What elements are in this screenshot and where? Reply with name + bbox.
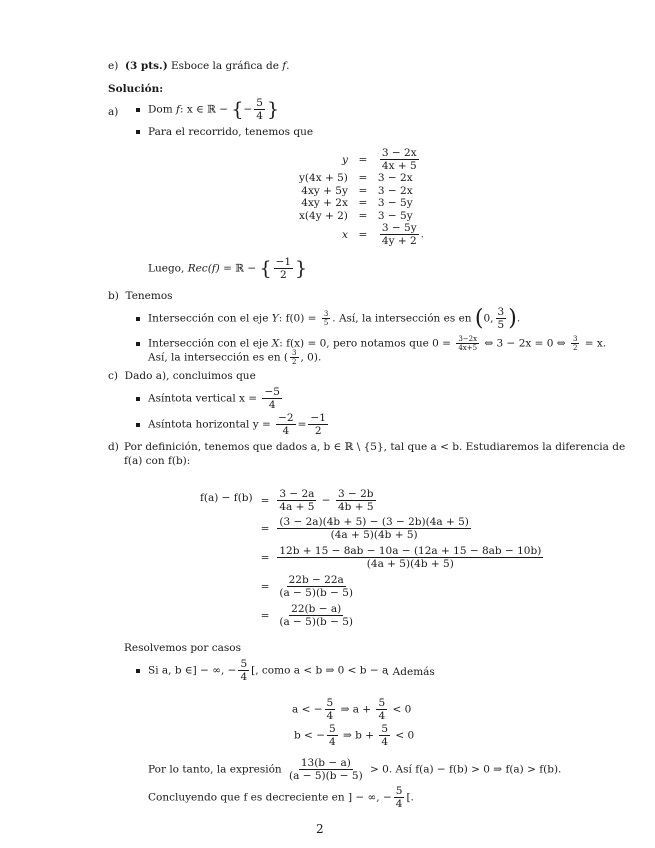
bullet bbox=[136, 317, 140, 321]
part-d-label: d) bbox=[108, 441, 119, 453]
domain-item bbox=[136, 97, 279, 122]
bullet bbox=[136, 423, 140, 427]
text: [. bbox=[406, 791, 414, 804]
text: ⇔ 3 − 2x = 0 ⇔ bbox=[484, 337, 566, 350]
domain-f: f bbox=[176, 103, 180, 116]
frac-num: 5 bbox=[381, 723, 389, 735]
frac-num: 5 bbox=[395, 785, 403, 797]
frac-num: −5 bbox=[264, 386, 280, 398]
domain-text: : x ∈ ℝ − bbox=[179, 103, 229, 116]
frac-num: 22(b − a) bbox=[291, 603, 342, 615]
frac-num: 3 − 2b bbox=[337, 488, 374, 500]
part-d-line2: f(a) con f(b): bbox=[124, 455, 191, 467]
text: , 0). bbox=[300, 351, 322, 364]
resolvemos-text: Resolvemos por casos bbox=[124, 642, 241, 654]
text: : f(0) = bbox=[278, 312, 317, 325]
fraction bbox=[336, 488, 376, 513]
intersection-x-line2 bbox=[148, 349, 321, 366]
part-a-label: a) bbox=[108, 106, 119, 118]
asymptote-vertical bbox=[136, 386, 284, 411]
frac-den: 4 bbox=[381, 736, 389, 749]
eq-sign: = bbox=[260, 609, 270, 622]
text: a < − bbox=[292, 703, 323, 716]
minus: − bbox=[321, 494, 331, 507]
frac-den: 2 bbox=[314, 425, 322, 438]
frac-num: 3 − 2x bbox=[381, 147, 417, 159]
frac-den: 4 bbox=[256, 110, 263, 123]
header-f: f bbox=[282, 60, 287, 72]
frac-num: 5 bbox=[329, 723, 336, 735]
eq-sign: = bbox=[260, 494, 270, 507]
frac-den: 4y + 2 bbox=[381, 235, 417, 248]
header-text: Esboce la gráfica de bbox=[171, 60, 279, 72]
fraction bbox=[277, 603, 355, 628]
fraction bbox=[277, 516, 471, 541]
fraction bbox=[325, 697, 336, 722]
eq-fraction bbox=[380, 147, 419, 172]
eq-sign: = bbox=[358, 197, 368, 210]
inequality-b bbox=[294, 723, 414, 748]
paren-open: ( bbox=[474, 306, 484, 332]
frac-num: 3 − 5y bbox=[381, 222, 417, 235]
frac-den: 4 bbox=[395, 798, 403, 811]
small-fraction bbox=[290, 349, 298, 366]
frac-den: 5 bbox=[323, 319, 329, 328]
fraction bbox=[277, 574, 355, 599]
eq-sign: = bbox=[260, 580, 270, 593]
rec-fraction bbox=[274, 256, 293, 281]
asymptote-horizontal bbox=[136, 412, 330, 437]
frac-den: 4b + 5 bbox=[337, 501, 374, 514]
text: b < − bbox=[294, 729, 325, 742]
text: . Así, la intersección es en bbox=[332, 312, 472, 325]
frac-den: 4 bbox=[240, 671, 248, 684]
eq-suffix: . bbox=[420, 228, 425, 241]
text: Dado a), concluimos que bbox=[124, 370, 256, 382]
brace-close: } bbox=[295, 257, 308, 280]
eq-row bbox=[296, 197, 427, 210]
text: Tenemos bbox=[125, 290, 173, 302]
eq-sign: = bbox=[358, 228, 368, 241]
frac-den: (4a + 5)(4b + 5) bbox=[330, 529, 418, 542]
fraction bbox=[277, 545, 543, 570]
frac-den: 2 bbox=[572, 344, 578, 353]
text: Asíntota horizontal y = bbox=[148, 418, 271, 431]
small-fraction bbox=[571, 335, 579, 352]
domain-minus: − bbox=[243, 103, 253, 116]
axis: X bbox=[271, 337, 280, 350]
text: < 0 bbox=[395, 729, 415, 742]
solution-heading: Solución: bbox=[108, 83, 164, 95]
part-d-line1: Por definición, tenemos que dados a, b ∈ ℝ \ {5}, tal que a < b. Estudiaremos la diferencia de bbox=[124, 441, 626, 453]
brace-open: { bbox=[231, 98, 244, 121]
frac-den: 4 bbox=[329, 736, 336, 749]
frac-den: (a − 5)(b − 5) bbox=[279, 616, 354, 629]
bullet bbox=[136, 669, 140, 673]
text: Intersección con el eje bbox=[148, 312, 269, 325]
frac-num: 5 bbox=[240, 658, 248, 670]
eq-sign: = bbox=[358, 209, 368, 222]
point: 0, bbox=[483, 312, 494, 325]
fraction bbox=[287, 757, 365, 782]
text: ⇒ b + bbox=[343, 729, 375, 742]
text: Por lo tanto, la expresión bbox=[148, 763, 282, 776]
frac-num: 5 bbox=[256, 97, 263, 109]
page-number: 2 bbox=[316, 822, 324, 836]
text: > 0. Así f(a) − f(b) > 0 ⇒ f(a) > f(b). bbox=[370, 763, 562, 776]
eq-row bbox=[296, 172, 427, 185]
bullet bbox=[136, 130, 140, 134]
eq-fraction bbox=[380, 222, 419, 247]
small-fraction bbox=[456, 335, 479, 352]
brace-open: { bbox=[259, 257, 272, 280]
frac-num: 3 bbox=[292, 349, 297, 357]
text: [, como a < b ⇒ 0 < b − a bbox=[251, 664, 389, 677]
frac-num: 22b − 22a bbox=[288, 574, 344, 586]
intersection-y bbox=[136, 306, 520, 331]
frac-num: −2 bbox=[278, 412, 294, 424]
eq-lhs: 4xy + 2x bbox=[301, 197, 348, 210]
frac-num: −1 bbox=[310, 412, 326, 424]
recorrido-item bbox=[136, 126, 313, 138]
frac-num: 3−2x bbox=[458, 335, 478, 343]
diff-step-2 bbox=[258, 516, 473, 541]
eq-sign: = bbox=[358, 184, 368, 197]
frac-den: 5 bbox=[497, 319, 505, 332]
eq-row bbox=[296, 210, 427, 223]
bullet bbox=[136, 108, 140, 112]
point-fraction bbox=[496, 306, 507, 331]
frac-den: 4 bbox=[282, 425, 290, 438]
text: Si a, b ∈] − ∞, − bbox=[148, 664, 237, 677]
eq: = bbox=[297, 418, 307, 431]
fraction bbox=[376, 697, 387, 722]
eq-rhs: 3 − 5y bbox=[377, 197, 413, 210]
frac-num: 5 bbox=[378, 697, 386, 709]
frac-num: 3 bbox=[497, 306, 505, 318]
eq-lhs: x(4y + 2) bbox=[299, 209, 348, 222]
text: < 0 bbox=[392, 703, 412, 716]
text: Intersección con el eje bbox=[148, 337, 269, 350]
eq-lhs: y(4x + 5) bbox=[299, 172, 348, 185]
frac-den: (a − 5)(b − 5) bbox=[289, 770, 363, 783]
header-points: (3 pts.) bbox=[125, 60, 168, 72]
eq-sign: = bbox=[358, 153, 368, 166]
frac-den: 2 bbox=[292, 358, 297, 367]
diff-step-1 bbox=[258, 488, 378, 513]
fraction bbox=[327, 723, 338, 748]
eq-rhs: 3 − 2x bbox=[377, 184, 413, 197]
ademas-text: . Además bbox=[386, 666, 435, 678]
text: = x. bbox=[584, 337, 607, 350]
conclusion bbox=[148, 785, 414, 810]
recorrido-text: Para el recorrido, tenemos que bbox=[148, 126, 314, 138]
label: b) bbox=[108, 290, 119, 302]
eq-rhs: 3 − 5y bbox=[377, 209, 413, 222]
part-c-label bbox=[108, 370, 256, 382]
eq-sign: = bbox=[358, 172, 368, 185]
eq-lhs: y bbox=[341, 153, 348, 166]
paren-close: ) bbox=[508, 306, 517, 332]
diff-step-3 bbox=[258, 545, 545, 570]
frac-num: 3 bbox=[323, 310, 329, 319]
eq-lhs: 4xy + 5y bbox=[301, 184, 348, 197]
luego-text: = ℝ − bbox=[223, 262, 257, 275]
text: Asíntota vertical x = bbox=[148, 392, 258, 405]
header-dot: . bbox=[286, 60, 290, 72]
rec-f: Rec(f) bbox=[187, 262, 220, 275]
text: ⇒ a + bbox=[340, 703, 372, 716]
domain-prefix: Dom bbox=[148, 103, 173, 116]
frac-den: 4x+5 bbox=[458, 344, 478, 353]
frac-num: 3 − 2a bbox=[279, 488, 315, 500]
fraction bbox=[238, 658, 249, 683]
inequality-a bbox=[292, 697, 411, 722]
axis: Y bbox=[271, 312, 279, 325]
fraction bbox=[277, 488, 316, 513]
fraction bbox=[276, 412, 295, 437]
frac-num: −1 bbox=[275, 256, 292, 268]
frac-num: (3 − 2a)(4b + 5) − (3 − 2b)(4a + 5) bbox=[279, 516, 469, 528]
diff-step-4 bbox=[258, 574, 357, 599]
luego-prefix: Luego, bbox=[148, 262, 185, 275]
range-equations bbox=[296, 147, 427, 247]
domain-fraction bbox=[254, 97, 265, 122]
brace-close: } bbox=[266, 98, 280, 121]
frac-den: 4a + 5 bbox=[279, 501, 315, 514]
part-b-label bbox=[108, 290, 173, 302]
label: c) bbox=[108, 370, 118, 382]
frac-num: 5 bbox=[326, 697, 334, 709]
bullet bbox=[136, 397, 140, 401]
eq-row bbox=[296, 185, 427, 198]
frac-num: 13(b − a) bbox=[300, 757, 351, 769]
text: Concluyendo que f es decreciente en ] − ∞, − bbox=[148, 791, 392, 804]
exercise-header bbox=[108, 60, 289, 72]
case-item bbox=[136, 658, 388, 683]
frac-num: 3 bbox=[572, 335, 578, 343]
eq-sign: = bbox=[260, 522, 270, 535]
text: . bbox=[516, 312, 521, 325]
eq-sign: = bbox=[260, 551, 270, 564]
eq-rhs: 3 − 2x bbox=[377, 172, 413, 185]
frac-num: 12b + 15 − 8ab − 10a − (12a + 15 − 8ab − 10b) bbox=[279, 545, 542, 557]
frac-den: (a − 5)(b − 5) bbox=[279, 587, 354, 600]
frac-den: 4x + 5 bbox=[381, 160, 417, 173]
small-fraction bbox=[322, 310, 330, 327]
fraction bbox=[262, 386, 281, 411]
range-conclusion bbox=[148, 256, 307, 281]
header-label: e) bbox=[108, 60, 119, 72]
diff-step-5 bbox=[258, 603, 357, 628]
eq-row bbox=[296, 222, 427, 247]
frac-den: 2 bbox=[279, 269, 287, 282]
frac-den: 4 bbox=[326, 710, 334, 723]
frac-den: (4a + 5)(4b + 5) bbox=[366, 558, 454, 571]
text: : f(x) = 0, pero notamos que 0 = bbox=[279, 337, 451, 350]
fraction bbox=[394, 785, 405, 810]
eq-row bbox=[296, 147, 427, 172]
bullet bbox=[136, 342, 140, 346]
fraction bbox=[379, 723, 390, 748]
diff-lhs: f(a) − f(b) bbox=[200, 492, 253, 504]
text: Así, la intersección es en ( bbox=[148, 351, 289, 364]
eq-lhs: x bbox=[341, 228, 348, 241]
fraction bbox=[308, 412, 327, 437]
frac-den: 4 bbox=[378, 710, 386, 723]
frac-den: 4 bbox=[268, 399, 276, 412]
por-lo-tanto bbox=[148, 757, 561, 782]
